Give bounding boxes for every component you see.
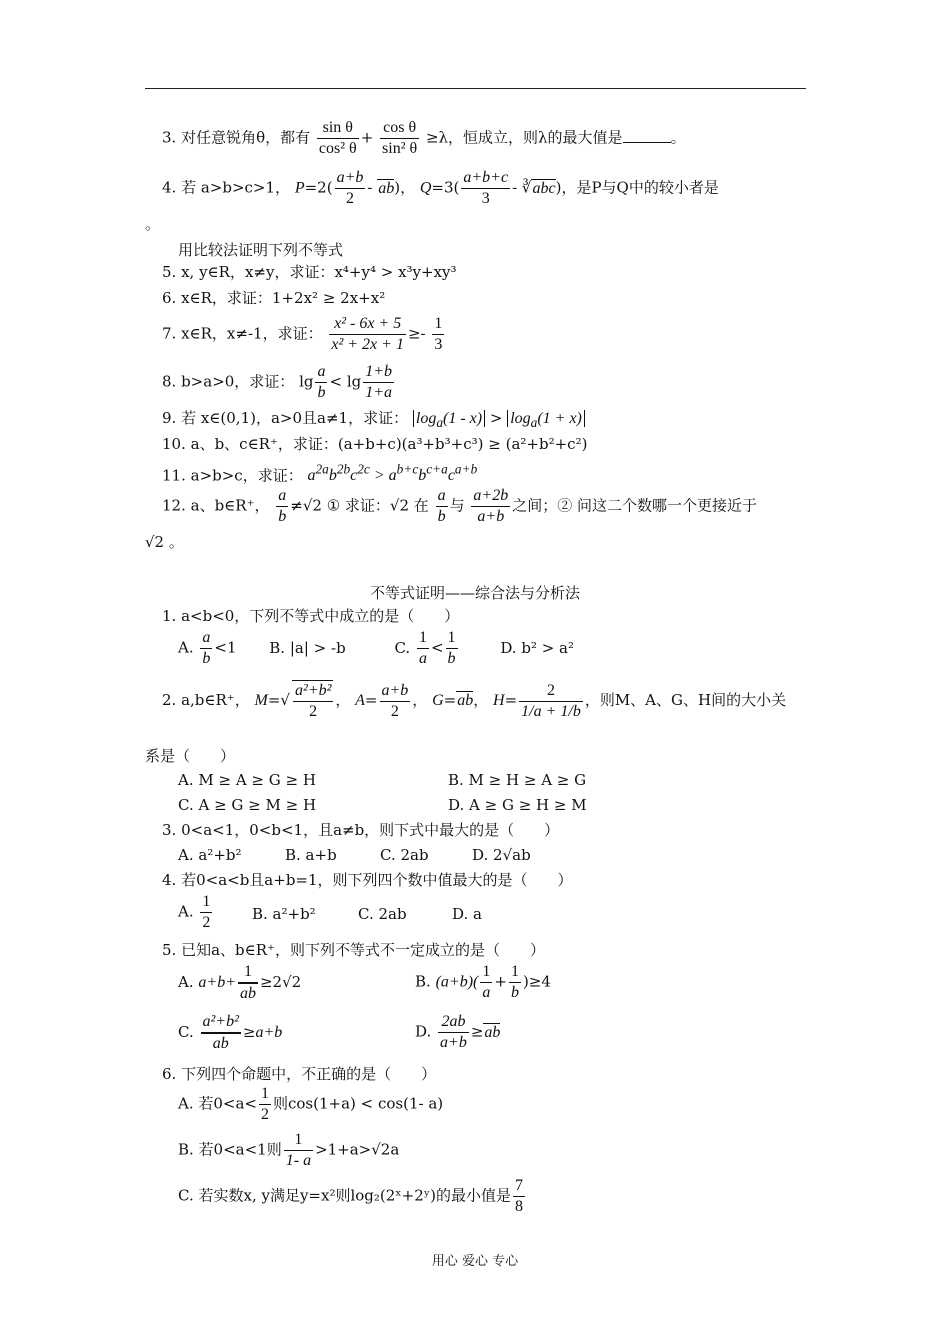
question-4: 4. 若 a>b>c>1， P=2( $\frac{a+b}{2}$ - ab)， Q=3( $\frac{a+b+c}{3}$ - ∛abc)，是P与Q中的较小者是 [162, 169, 719, 207]
s-question-1: 1. a<b<0，下列不等式中成立的是（ ） [162, 607, 460, 625]
comparison-title: 用比较法证明下列不等式 [178, 241, 344, 259]
s-question-2: 2. a,b∈R⁺， M=√ $\frac{\text{a²+b²}}{2}$ ， A= $\frac{a+b}{2}$ ， G=ab， H= $\frac{2}{1/a + 1/b}$ ，则M、A、G、H间的大小关 [162, 681, 787, 720]
question-10: 10. a、b、c∈R⁺，求证：(a+b+c)(a³+b³+c³) ≥ (a²+b²+c²) [162, 435, 588, 453]
question-11: 11. a>b>c，求证： $a^{2a}b^{2b}c^{2c} > a^{b+c}b^{c+a}c^{a+b}$ [162, 462, 478, 485]
s3-option-d: D. 2√ab [472, 846, 531, 864]
s-question-3: 3. 0<a<1，0<b<1，且a≠b，则下式中最大的是（ ） [162, 821, 560, 839]
section-title: 不等式证明——综合法与分析法 [369, 584, 580, 602]
s-question-6: 6. 下列四个命题中，不正确的是（ ） [162, 1065, 437, 1083]
question-9: 9. 若 x∈(0,1)，a>0且a≠1，求证： $\log_a(1 - x) > \log_a(1 + x)$ [162, 408, 585, 433]
s-question-5: 5. 已知a、b∈R⁺，则下列不等式不一定成立的是（ ） [162, 941, 545, 959]
answer-blank [623, 128, 671, 143]
s-question-4: 4. 若0<a<b且a+b=1，则下列四个数中值最大的是（ ） [162, 871, 573, 889]
question-6: 6. x∈R，求证：1+2x² ≥ 2x+x² [162, 289, 386, 307]
s3-option-c: C. 2ab [380, 846, 429, 864]
s3-option-a: A. a²+b² [178, 846, 242, 864]
s2-option-c: C. A ≥ G ≥ M ≥ H [178, 796, 317, 814]
question-4-cont: 。 [145, 215, 161, 233]
s4-option-b: B. a²+b² [252, 905, 316, 923]
question-12-cont: √2 。 [145, 533, 184, 551]
s3-option-b: B. a+b [285, 846, 337, 864]
question-12: 12. a、b∈R⁺， $\frac{a}{b}$ ≠√2 ① 求证：√2 在 $\frac{a}{b}$ 与 $\frac{a+2b}{a+b}$ 之间；② 问这二个数哪一个更接近于 [162, 487, 757, 525]
question-3: 3. 对任意锐角θ，都有 $\frac{\text{sin θ}}{\text{cos² θ}}$ + $\frac{\text{cos θ}}{\text{sin² θ}}$ ≥λ，恒成立，则λ的最大值是 。 [162, 119, 686, 157]
question-8: 8. b>a>0，求证： lg $\frac{a}{b}$ < lg $\frac{1+b}{1+a}$ [162, 363, 393, 401]
question-7: 7. x∈R，x≠-1，求证： $\frac{\text{x² - 6x + 5}}{\text{x² + 2x + 1}}$ ≥- $\frac{1}{3}$ [162, 315, 443, 353]
s2-option-a: A. M ≥ A ≥ G ≥ H [178, 771, 316, 789]
s5-option-d: D. $\frac{2ab}{a+b}$ ≥ab [415, 1013, 501, 1051]
s2-option-d: D. A ≥ G ≥ H ≥ M [448, 796, 587, 814]
question-5: 5. x, y∈R，x≠y，求证：x⁴+y⁴ > x³y+xy³ [162, 263, 457, 281]
s4-option-d: D. a [452, 905, 482, 923]
s4-option-c: C. 2ab [358, 905, 407, 923]
s6-option-c: C. 若实数x, y满足y=x²则log₂(2ˣ+2ʸ)的最小值是 $\frac{7}{8}$ [178, 1177, 523, 1215]
s5-option-b: B. (a+b)( $\frac{1}{a}$ + $\frac{1}{b}$ )≥4 [415, 963, 551, 1001]
s5-option-a: A. a+b+ $\frac{1}{ab}$ ≥2√2 [178, 963, 302, 1002]
header-rule [145, 88, 806, 89]
s-question-2-cont: 系是（ ） [145, 747, 236, 765]
s1-options: A. $\frac{a}{b}$ <1 B. |a| > -b C. $\frac{1}{a}$ < $\frac{1}{b}$ D. b² > a² [178, 629, 575, 667]
s6-option-a: A. 若0<a< $\frac{1}{2}$ 则cos(1+a) < cos(1- a) [178, 1085, 444, 1123]
page-footer: 用心 爱心 专心 [431, 1254, 519, 1269]
s6-option-b: B. 若0<a<1则 $\frac{1}{1- a}$ >1+a>√2a [178, 1131, 400, 1169]
s2-option-b: B. M ≥ H ≥ A ≥ G [448, 771, 587, 789]
s4-option-a: A. $\frac{1}{2}$ [178, 893, 211, 931]
s5-option-c: C. $\frac{\text{a²+b²}}{ab}$ ≥a+b [178, 1013, 283, 1052]
